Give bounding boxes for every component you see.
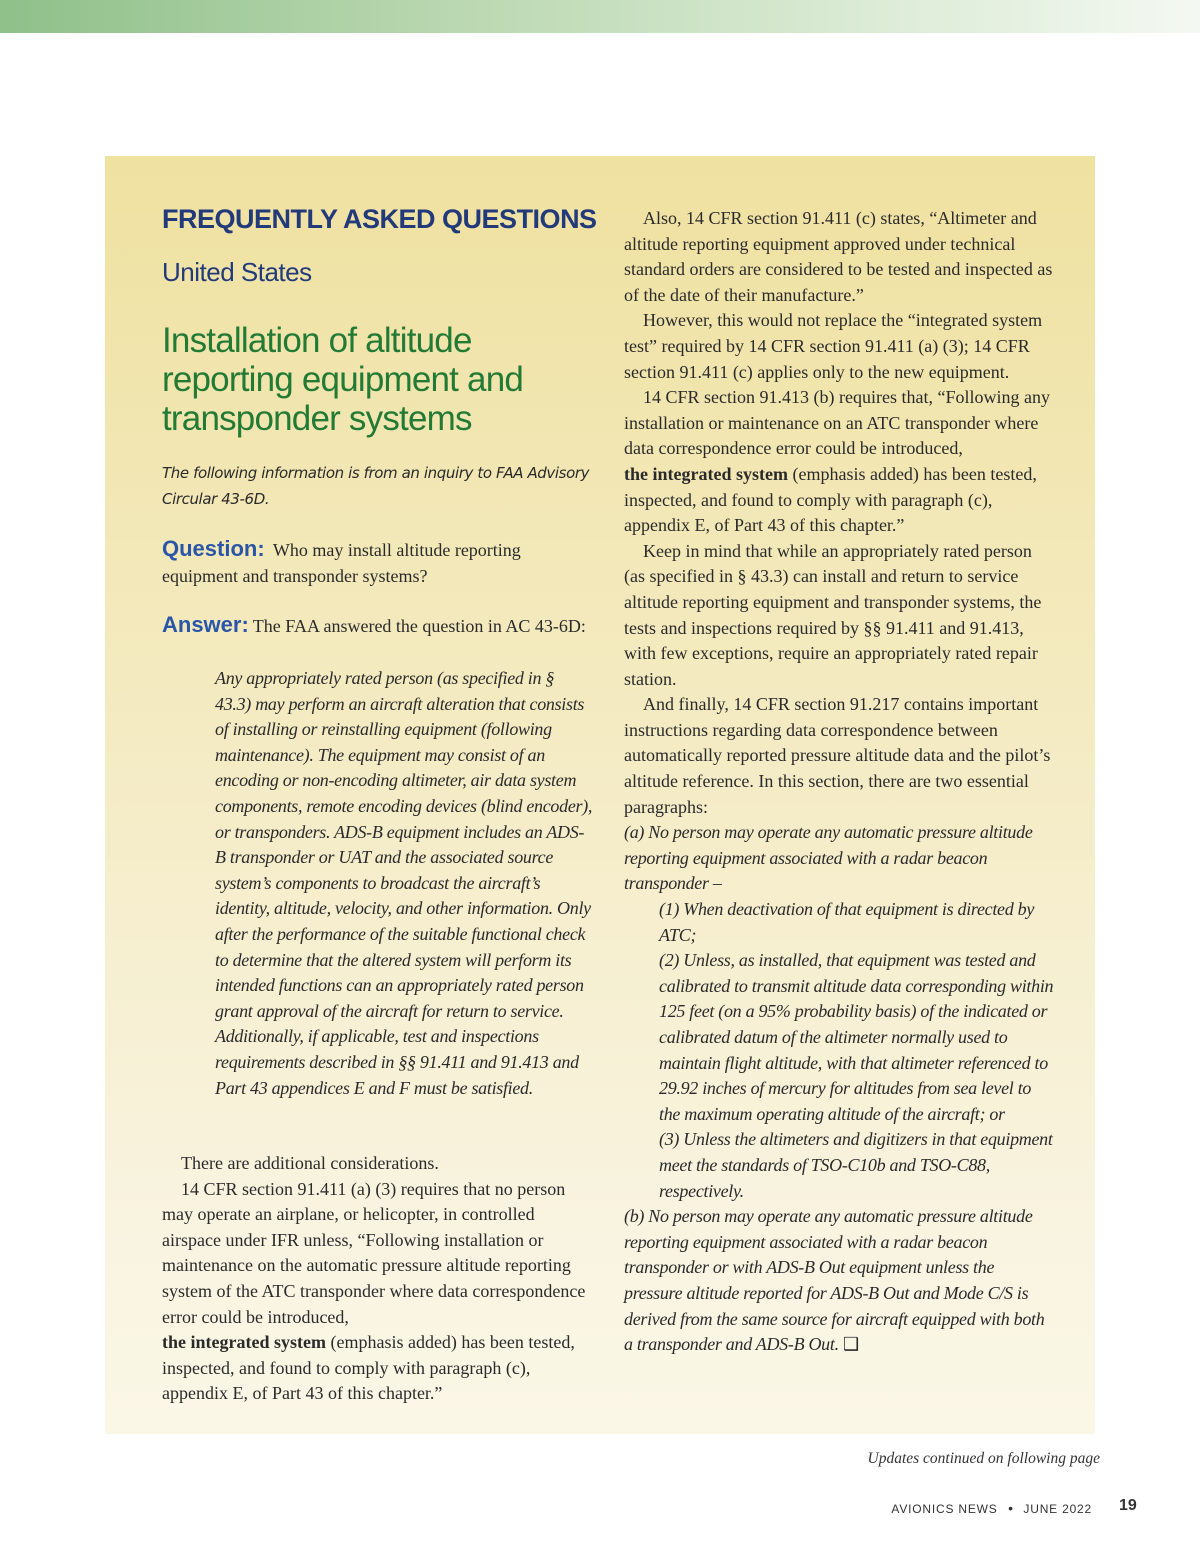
question-block bbox=[162, 536, 592, 589]
quote-paragraph-1: Any appropriately rated person (as specified in § 43.3) may perform an aircraft alteration that consists of installing or reinstalling equipment (following maintenance). The equipment may consist of an encoding or non-encoding altimeter, air data system components, remote encoding devices (blind encoder), or transponders. ADS-B equipment includes an ADS-B transponder or UAT and the associated source system’s components to broadcast the aircraft’s identity, altitude, velocity, and other information. Only after the performance of the suitable functional check to determine that the altered system will perform its intended functions can an appropriately rated person grant approval of the aircraft for return to service. bbox=[215, 668, 593, 1021]
footer-bullet: • bbox=[1008, 1500, 1013, 1516]
question-text: Who may install altitude reporting equipment and transponder systems? bbox=[162, 540, 521, 586]
regulation-a1: (1) When deactivation of that equipment is directed by ATC; bbox=[659, 899, 1035, 945]
regulation-a3: (3) Unless the altimeters and digitizers in that equipment meet the standards of TSO-C10b and TSO-C88, respectively. bbox=[659, 1129, 1053, 1201]
answer-text: The FAA answered the question in AC 43-6D: bbox=[252, 616, 586, 636]
continued-note: Updates continued on following page bbox=[867, 1450, 1100, 1467]
question-label: Question: bbox=[162, 536, 265, 561]
right-body-text bbox=[624, 206, 1056, 1358]
body-paragraph: There are additional considerations. bbox=[181, 1153, 439, 1173]
article-title: Installation of altitude reporting equipment and transponder systems bbox=[162, 321, 524, 438]
regulation-a2: (2) Unless, as installed, that equipment was tested and calibrated to transmit altitude data corresponding within 125 feet (on a 95% probability basis) of the indicated or calibrated datum of the altimeter normally used to maintain flight altitude, with that altimeter referenced to 29.92 inches of mercury for altitudes from sea level to the maximum operating altitude of the aircraft; or bbox=[659, 950, 1054, 1124]
publication-name: AVIONICS NEWS bbox=[891, 1502, 998, 1516]
regulation-a: (a) No person may operate any automatic pressure altitude reporting equipment associated with a radar beacon transponder – bbox=[624, 822, 1033, 894]
body-paragraph: And finally, 14 CFR section 91.217 contains important instructions regarding data correspondence between automatically reported pressure altitude data and the pilot’s altitude reference. In this section, there are two essential paragraphs: bbox=[624, 694, 1051, 817]
faq-panel bbox=[105, 156, 1095, 1434]
answer-block bbox=[162, 612, 592, 640]
emphasis-text: the integrated system bbox=[624, 463, 788, 484]
issue-date: JUNE 2022 bbox=[1023, 1502, 1092, 1516]
page-number: 19 bbox=[1119, 1497, 1137, 1514]
end-mark-icon: ❑ bbox=[842, 1334, 859, 1355]
answer-label: Answer: bbox=[162, 612, 249, 637]
faq-region: United States bbox=[162, 257, 312, 287]
body-paragraph: 14 CFR section 91.413 (b) requires that, “Following any installation or maintenance on an ATC transponder where data correspondence error could be introduced, the integrated system (emphasis added) has been tested, inspected, and found to comply with paragraph (c), appendix E, of Part 43 of this chapter.” bbox=[624, 387, 1050, 536]
answer-quote bbox=[215, 666, 593, 1101]
intro-text: The following information is from an inquiry to FAA Advisory Circular 43-6D. bbox=[162, 464, 590, 508]
body-paragraph: Keep in mind that while an appropriately rated person (as specified in § 43.3) can install and return to service altitude reporting equipment and transponder systems, the tests and inspections required by §§ 91.411 and 91.413, with few exceptions, require an appropriately rated repair station. bbox=[624, 540, 1042, 689]
left-body-text bbox=[162, 1151, 594, 1407]
body-paragraph: However, this would not replace the “integrated system test” required by 14 CFR section 91.411 (a) (3); 14 CFR section 91.411 (c) applies only to the new equipment. bbox=[624, 310, 1043, 382]
regulation-b: (b) No person may operate any automatic pressure altitude reporting equipment associated with a radar beacon transponder or with ADS-B Out equipment unless the pressure altitude reported for ADS-B Out and Mode C/S is derived from the same source for aircraft equipped with both a transponder and ADS-B Out. ❑ bbox=[624, 1206, 1045, 1355]
quote-paragraph-2: Additionally, if applicable, test and inspections requirements described in §§ 91.411 and 91.413 and Part 43 appendices E and F must be satisfied. bbox=[215, 1026, 579, 1098]
emphasis-text: the integrated system bbox=[162, 1332, 326, 1353]
top-accent-bar bbox=[0, 0, 1200, 33]
body-paragraph: Also, 14 CFR section 91.411 (c) states, “Altimeter and altitude reporting equipment approved under technical standard orders are considered to be tested and inspected as of the date of their manufacture.” bbox=[624, 208, 1053, 305]
page-footer bbox=[891, 1497, 1137, 1518]
body-paragraph: 14 CFR section 91.411 (a) (3) requires that no person may operate an airplane, or helicopter, in controlled airspace under IFR unless, “Following installation or maintenance on the automatic pressure altitude reporting system of the ATC transponder where data correspondence error could be introduced, the integrated system (emphasis added) has been tested, inspected, and found to comply with paragraph (c), appendix E, of Part 43 of this chapter.” bbox=[162, 1178, 586, 1404]
faq-heading: FREQUENTLY ASKED QUESTIONS bbox=[162, 204, 597, 234]
